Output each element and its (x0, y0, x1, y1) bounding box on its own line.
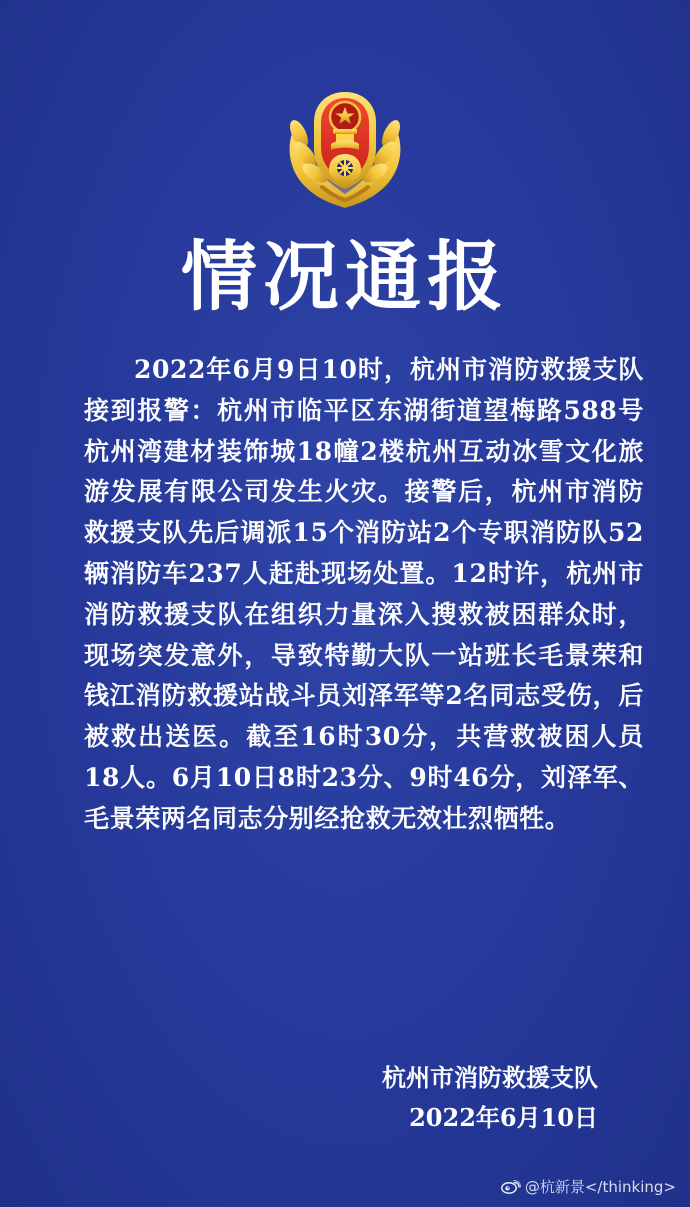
signature-date: 2022年6月10日 (409, 1103, 598, 1132)
source-watermark (499, 1176, 676, 1197)
signature-block (338, 1058, 598, 1138)
fire-rescue-emblem-icon (277, 78, 413, 214)
page-title: 情况通报 (181, 232, 509, 321)
weibo-icon (499, 1179, 521, 1195)
watermark-text: @杭新景</thinking> (524, 1178, 676, 1196)
signature-organization: 杭州市消防救援支队 (382, 1063, 598, 1092)
notice-body: 2022年6月9日10时，杭州市消防救援支队接到报警：杭州市临平区东湖街道望梅路588号杭州湾建材装饰城18幢2楼杭州互动冰雪文化旅游发展有限公司发生火灾。接警后，杭州市消防救援支队先后调派15个消防站2个专职消防队52辆消防车237人赶赴现场处置。12时许，杭州市消防救援支队在组织力量深入搜救被困群众时，现场突发意外，导致特勤大队一站班长毛景荣和钱江消防救援站战斗员刘泽军等2名同志受伤，后被救出送医。截至16时30分，共营救被困人员18人。6月10日8时23分、9时46分，刘泽军、毛景荣两名同志分别经抢救无效壮烈牺牲。 (84, 355, 644, 833)
